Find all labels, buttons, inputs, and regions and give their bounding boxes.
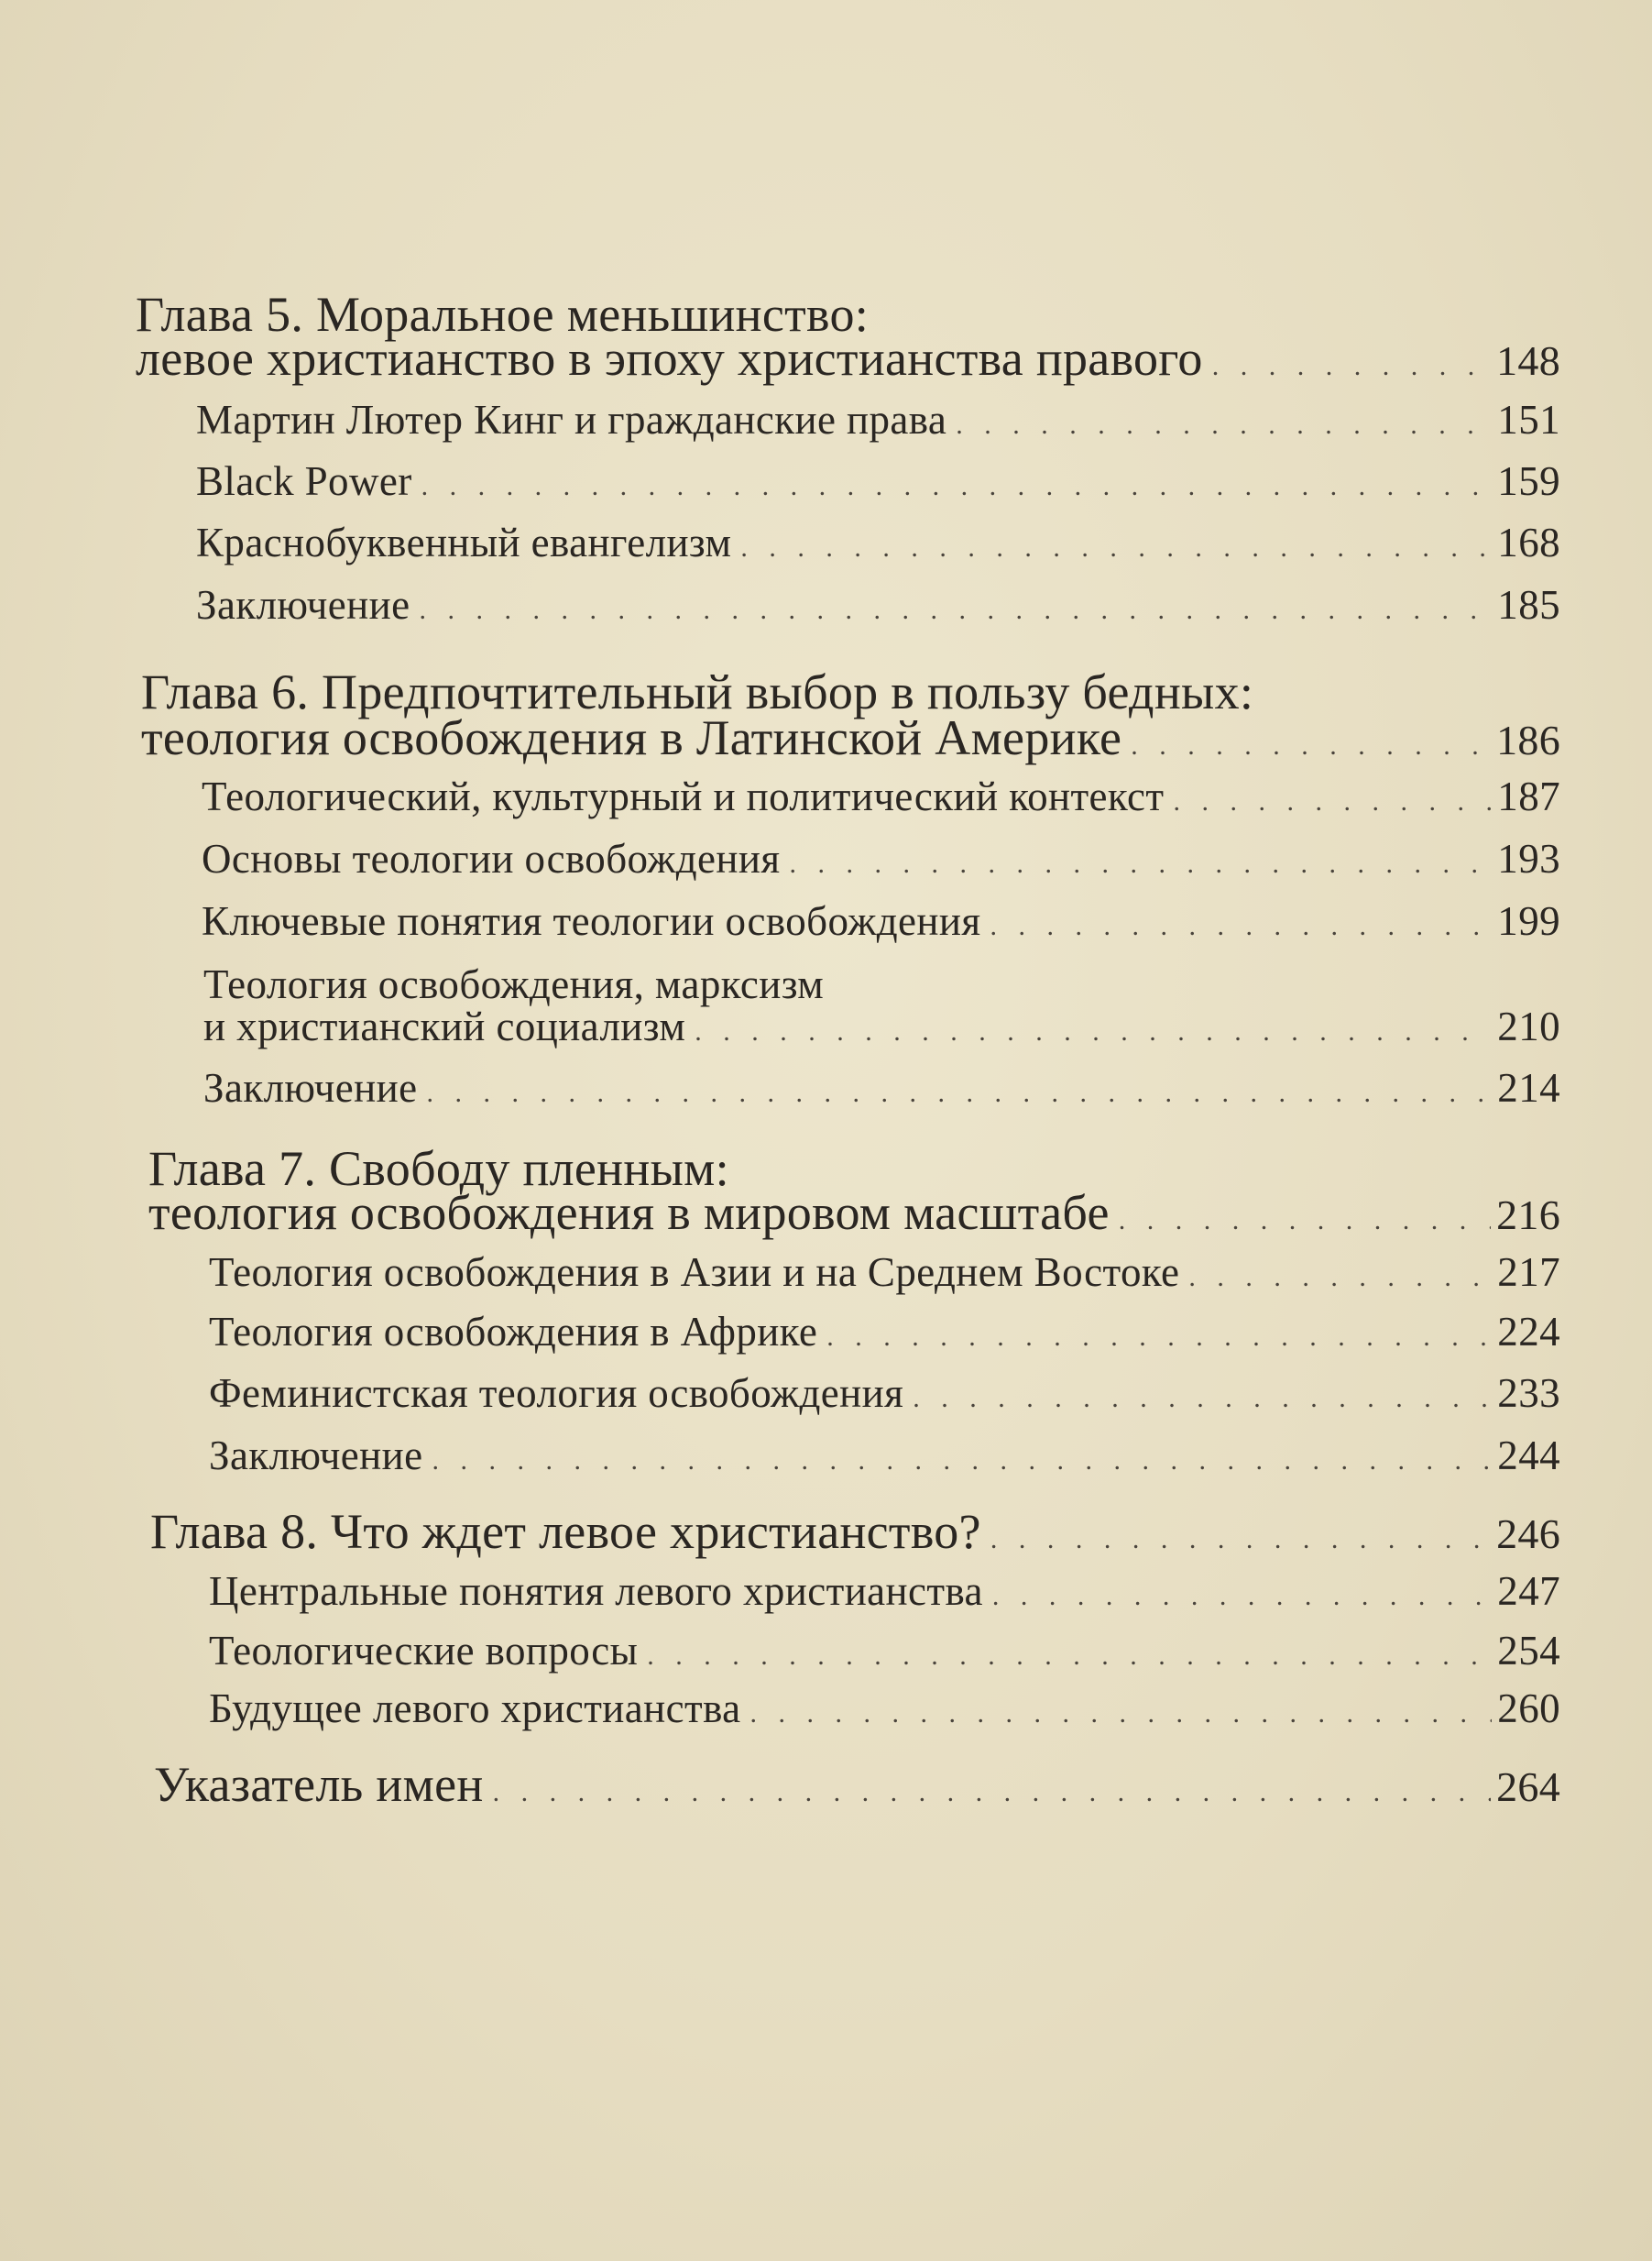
dot-leader bbox=[913, 1369, 1492, 1417]
chapter-7-title-line1: Глава 7. Свободу пленным: bbox=[148, 1141, 729, 1196]
section-page: 210 bbox=[1497, 1004, 1560, 1049]
section-title-line2: и христианский социализм bbox=[203, 1004, 686, 1049]
chapter-5-title-line2: левое христианство в эпоху христианства правого bbox=[136, 331, 1203, 386]
section-page: 159 bbox=[1497, 458, 1560, 504]
dot-leader bbox=[826, 1308, 1492, 1356]
section-title: Теология освобождения в Азии и на Среднем Востоке bbox=[209, 1249, 1180, 1295]
chapter-5-entry[interactable] bbox=[136, 330, 1560, 387]
section-title: Будущее левого христианства bbox=[209, 1685, 741, 1731]
section-title: Black Power bbox=[196, 458, 412, 504]
section-page: 224 bbox=[1497, 1309, 1560, 1355]
section-title: Центральные понятия левого христианства bbox=[209, 1568, 983, 1614]
dot-leader bbox=[990, 1503, 1491, 1560]
section-page: 244 bbox=[1497, 1432, 1560, 1478]
dot-leader bbox=[992, 1567, 1492, 1615]
toc-section-entry[interactable] bbox=[209, 1248, 1560, 1296]
section-page: 151 bbox=[1497, 397, 1560, 443]
dot-leader bbox=[421, 457, 1493, 505]
toc-section-entry[interactable] bbox=[209, 1627, 1560, 1674]
section-title: Заключение bbox=[196, 582, 410, 628]
chapter-8-page: 246 bbox=[1496, 1510, 1560, 1557]
chapter-8-title: Глава 8. Что ждет левое христианство? bbox=[150, 1504, 981, 1559]
section-page: 254 bbox=[1497, 1628, 1560, 1674]
section-title: Мартин Лютер Кинг и гражданские права bbox=[196, 397, 947, 443]
toc-section-entry[interactable] bbox=[202, 897, 1560, 945]
chapter-6-entry[interactable] bbox=[141, 709, 1560, 766]
section-page: 199 bbox=[1497, 898, 1560, 944]
dot-leader bbox=[1173, 773, 1492, 820]
section-title: Краснобуквенный евангелизм bbox=[196, 520, 732, 565]
section-page: 187 bbox=[1497, 774, 1560, 819]
toc-section-entry[interactable] bbox=[209, 1567, 1560, 1615]
dot-leader bbox=[1119, 1184, 1491, 1241]
chapter-8-entry[interactable] bbox=[150, 1503, 1560, 1560]
dot-leader bbox=[432, 1432, 1492, 1479]
dot-leader bbox=[740, 519, 1492, 566]
dot-leader bbox=[426, 1064, 1492, 1112]
dot-leader bbox=[1212, 330, 1491, 387]
dot-leader bbox=[1188, 1248, 1492, 1296]
section-page: 233 bbox=[1497, 1370, 1560, 1416]
index-title: Указатель имен bbox=[154, 1757, 484, 1812]
toc-section-entry[interactable] bbox=[196, 519, 1560, 566]
dot-leader bbox=[419, 581, 1492, 629]
chapter-6-title-line2: теология освобождения в Латинской Америке bbox=[141, 710, 1122, 765]
dot-leader bbox=[750, 1685, 1493, 1732]
toc-section-entry[interactable] bbox=[203, 1003, 1560, 1050]
chapter-6-title-line1: Глава 6. Предпочтительный выбор в пользу бедных: bbox=[141, 664, 1254, 719]
section-page: 214 bbox=[1497, 1065, 1560, 1111]
dot-leader bbox=[647, 1627, 1492, 1674]
dot-leader bbox=[956, 396, 1492, 444]
section-title: Основы теологии освобождения bbox=[202, 836, 781, 882]
index-entry[interactable] bbox=[154, 1756, 1560, 1813]
toc-section-entry[interactable] bbox=[196, 396, 1560, 444]
toc-section-entry[interactable] bbox=[209, 1685, 1560, 1732]
section-title: Теология освобождения в Африке bbox=[209, 1309, 818, 1355]
section-page: 185 bbox=[1497, 582, 1560, 628]
section-title: Теологический, культурный и политический контекст bbox=[202, 774, 1165, 819]
chapter-6-page: 186 bbox=[1496, 717, 1560, 763]
toc-section-entry[interactable] bbox=[202, 773, 1560, 820]
toc-section-entry[interactable] bbox=[209, 1432, 1560, 1479]
dot-leader bbox=[990, 897, 1492, 945]
section-page: 260 bbox=[1497, 1685, 1560, 1731]
section-page: 168 bbox=[1497, 520, 1560, 565]
section-title-line1: Теология освобождения, марксизм bbox=[203, 961, 825, 1007]
dot-leader bbox=[493, 1756, 1492, 1813]
chapter-7-page: 216 bbox=[1496, 1191, 1560, 1238]
section-title: Ключевые понятия теологии освобождения bbox=[202, 898, 981, 944]
section-title: Теологические вопросы bbox=[209, 1628, 639, 1674]
section-title: Заключение bbox=[203, 1065, 418, 1111]
toc-section-entry[interactable] bbox=[202, 835, 1560, 883]
section-page: 217 bbox=[1497, 1249, 1560, 1295]
section-title: Заключение bbox=[209, 1432, 423, 1478]
toc-section-entry[interactable] bbox=[209, 1308, 1560, 1356]
chapter-7-entry[interactable] bbox=[148, 1184, 1560, 1241]
dot-leader bbox=[1131, 709, 1491, 766]
chapter-5-title-line1: Глава 5. Моральное меньшинство: bbox=[136, 287, 870, 342]
dot-leader bbox=[790, 835, 1493, 883]
section-title: Феминистская теология освобождения bbox=[209, 1370, 904, 1416]
toc-section-entry[interactable] bbox=[196, 457, 1560, 505]
toc-section-entry[interactable] bbox=[196, 581, 1560, 629]
toc-section-entry[interactable] bbox=[209, 1369, 1560, 1417]
toc-section-entry[interactable] bbox=[203, 1064, 1560, 1112]
index-page: 264 bbox=[1496, 1763, 1560, 1810]
section-page: 193 bbox=[1497, 836, 1560, 882]
chapter-7-title-line2: теология освобождения в мировом масштабе bbox=[148, 1185, 1110, 1240]
chapter-5-page: 148 bbox=[1496, 337, 1560, 384]
dot-leader bbox=[695, 1003, 1492, 1050]
section-page: 247 bbox=[1497, 1568, 1560, 1614]
